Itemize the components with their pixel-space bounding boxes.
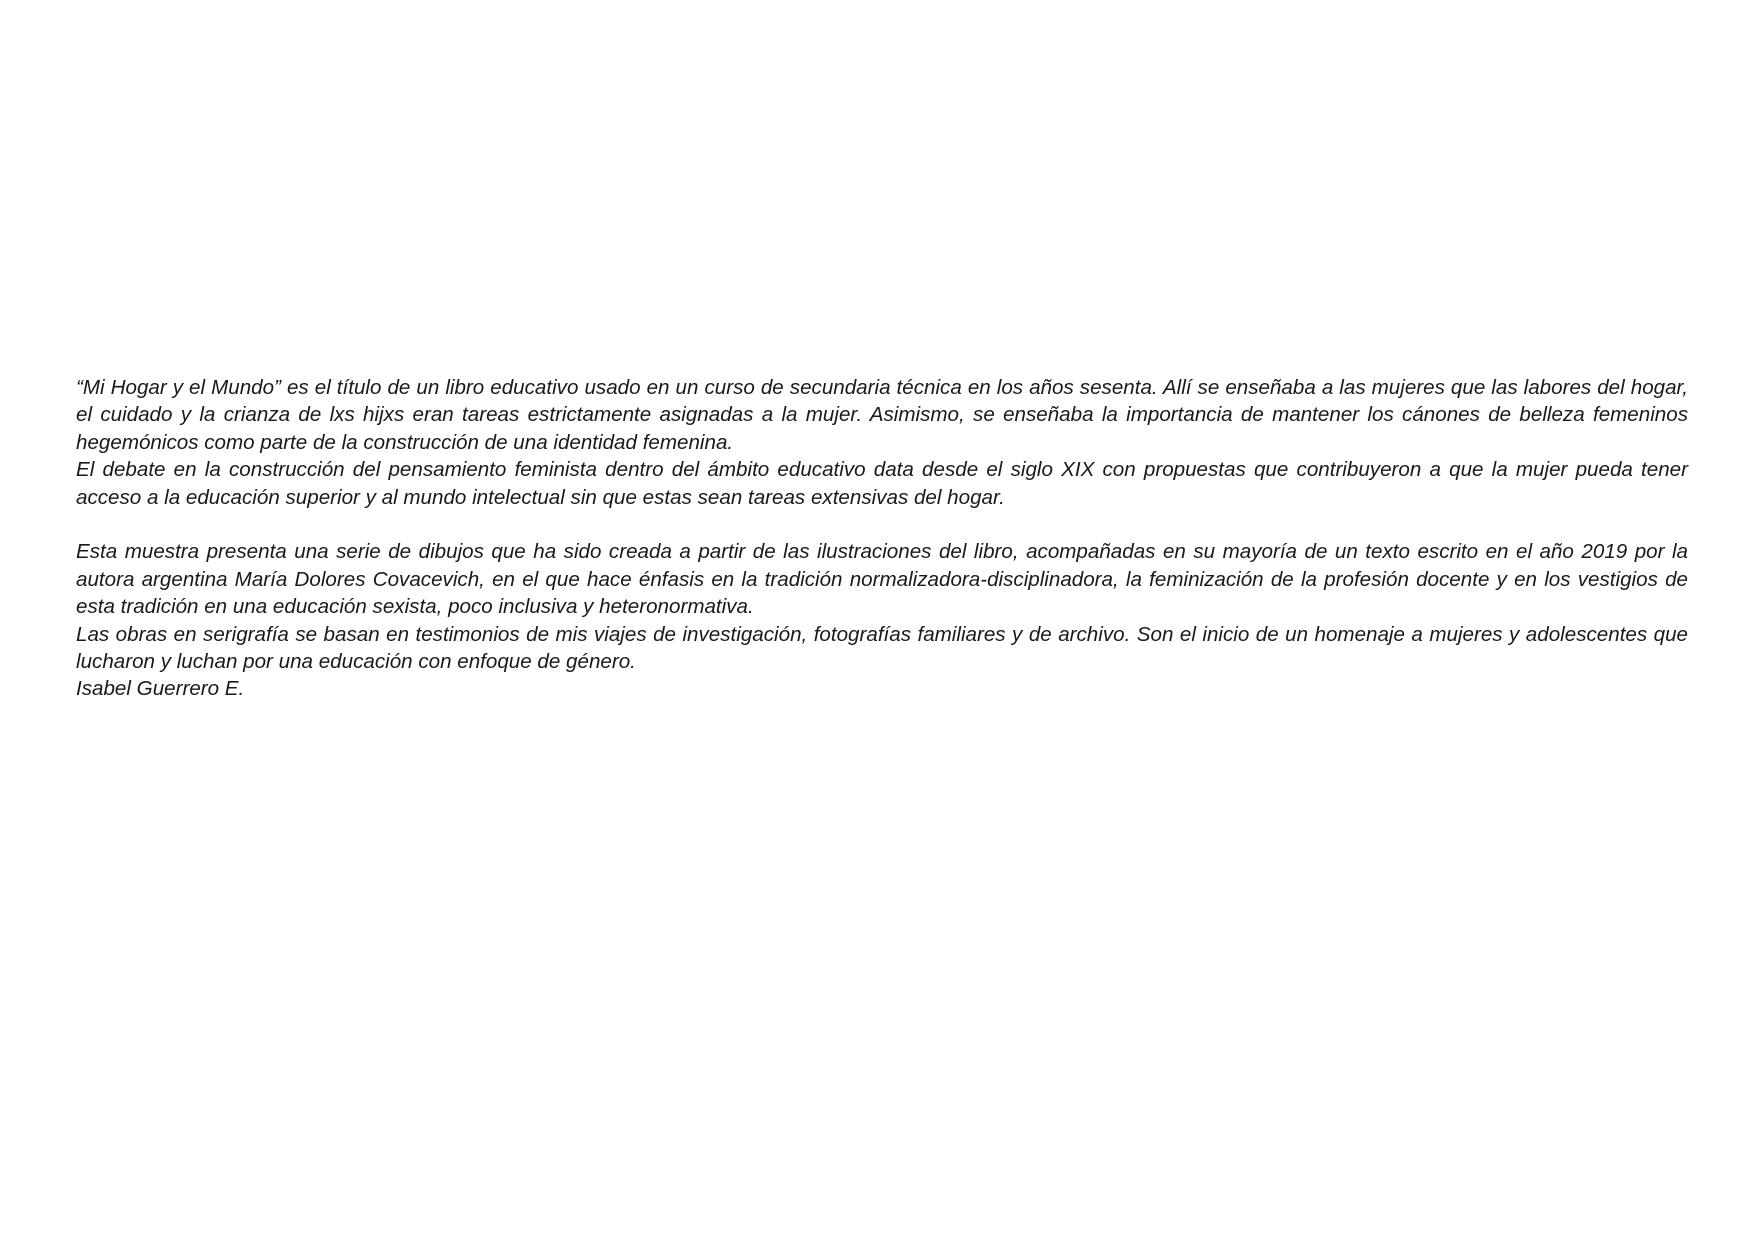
paragraph-serigraphy-works: Las obras en serigrafía se basan en testimonios de mis viajes de investigación, fotografías familiares y de archivo. Son el inicio de un homenaje a mujeres y adolescentes que lucharon y luchan por una educación con enfoque de género. (76, 622, 1688, 674)
paragraph-exhibition-description: Esta muestra presenta una serie de dibujos que ha sido creada a partir de las ilustraciones del libro, acompañadas en su mayoría de un texto escrito en el año 2019 por la autora argentina María Dolores Covacevich, en el que hace énfasis en la tradición normalizadora-disciplinadora, la feminización de la profesión docente y en los vestigios de esta tradición en una educación sexista, poco inclusiva y heteronormativa. (76, 540, 1688, 619)
paragraph-feminist-debate: El debate en la construcción del pensamiento feminista dentro del ámbito educativo data desde el siglo XIX con propuestas que contribuyeron a que la mujer pueda tener acceso a la educación superior y al mundo intelectual sin que estas sean tareas extensivas del hogar. (76, 458, 1688, 509)
author-signature: Isabel Guerrero E. (76, 677, 245, 701)
paragraph-gap (76, 511, 1688, 538)
curatorial-statement (76, 374, 1688, 703)
paragraph-book-intro: “Mi Hogar y el Mundo” es el título de un libro educativo usado en un curso de secundaria técnica en los años sesenta. Allí se enseñaba a las mujeres que las labores del hogar, el cuidado y la crianza de lxs hijxs eran tareas estrictamente asignadas a la mujer. Asimismo, se enseñaba la importancia de mantener los cánones de belleza femeninos hegemónicos como parte de la construcción de una identidad femenina. (76, 376, 1688, 454)
